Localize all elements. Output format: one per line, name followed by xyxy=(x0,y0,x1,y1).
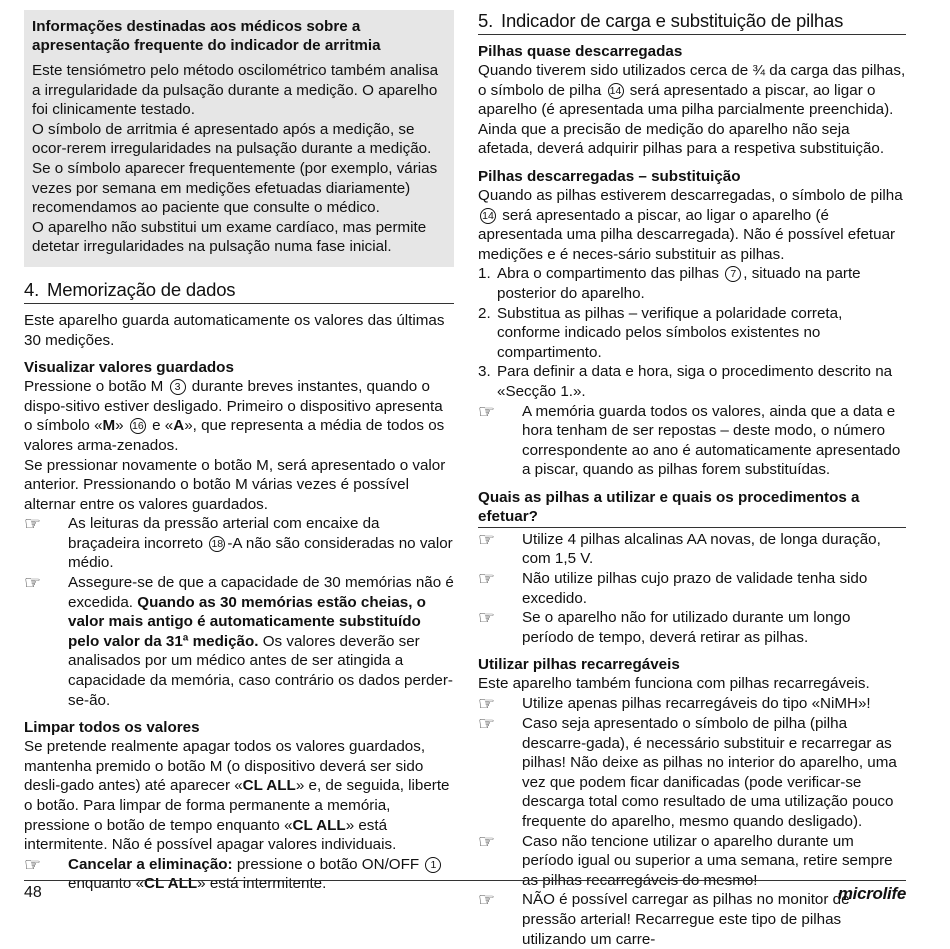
section-4-title xyxy=(24,279,454,304)
step-item: 2. Substitua as pilhas – verifique a polaridade correta, conforme indicado pelos símbolos existentes no compartimento. xyxy=(478,304,843,361)
info-box-paragraph: Este tensiómetro pelo método oscilométrico também analisa a irregularidade da pulsação durante a medição. O aparelho foi clinicamente testado. xyxy=(32,62,439,119)
ref-marker: 14 xyxy=(608,83,624,99)
pointing-hand-icon: ☞ xyxy=(478,714,496,736)
section-4-intro: Este aparelho guarda automaticamente os valores das últimas 30 medições. xyxy=(24,311,445,349)
note-item: ☞ Se o aparelho não for utilizado durante um longo período de tempo, deverá retirar as pilhas. xyxy=(478,608,851,646)
brand-logo: microlife xyxy=(837,884,906,903)
low-battery-heading: Pilhas quase descarregadas xyxy=(478,43,683,60)
ref-marker: 18 xyxy=(209,536,225,552)
clear-values-heading: Limpar todos os valores xyxy=(24,719,200,737)
section-number: 5. xyxy=(478,10,494,31)
ref-marker: 3 xyxy=(170,379,186,395)
clear-values-paragraph: Se pretende realmente apagar todos os valores guardados, mantenha premido o botão M (o dispositivo deverá ser sido desli-gado antes) até aparecer «CL ALL» e, de seguida, liberte o botão. Para limpar de forma permanente a memória, pressione o botão de tempo enquanto «CL ALL» está intermitente. Não é possível apagar valores individuais. xyxy=(24,738,450,854)
pointing-hand-icon: ☞ xyxy=(478,890,496,912)
section-number: 4. xyxy=(24,278,40,300)
section-title-text: Memorização de dados xyxy=(47,278,236,300)
section-title-text: Indicador de carga e substituição de pilhas xyxy=(501,10,844,31)
note-item: ☞ Assegure-se de que a capacidade de 30 memórias não é excedida. Quando as 30 memórias estão cheias, o valor mais antigo é automaticamente substituído pelo valor da 31ª medição. Os valores deverão ser analisados por um médico antes de ser atingida a capacidade da memória, caso contrário os dados perder-se-ão. xyxy=(24,573,454,709)
ref-marker: 14 xyxy=(480,208,496,224)
note-item: ☞ Caso não tencione utilizar o aparelho durante um período igual ou superior a uma semana, retire sempre as pilhas recarregáveis do mesmo! xyxy=(478,831,893,889)
ref-marker: 1 xyxy=(425,857,441,873)
note-item: ☞ Caso seja apresentado o símbolo de pilha (pilha descarre-gada), é necessário substituir e recarregar as pilhas! Não deixe as pilhas no interior do aparelho, uma vez que podem ficar danificadas (pode verificar-se descarga total como resultado de uma utilização pouco frequente do aparelho, mesmo quando desligado). xyxy=(478,714,897,830)
which-batteries-heading: Quais as pilhas a utilizar e quais os procedimentos a efetuar? xyxy=(478,488,906,528)
left-column xyxy=(24,10,454,894)
flat-battery-heading: Pilhas descarregadas – substituição xyxy=(478,167,741,185)
note-item: ☞ A memória guarda todos os valores, ainda que a data e hora tenham de ser repostas – deste modo, o número correspondente ao ano é automaticamente apresentado a piscar, quando as pilhas forem substituídas. xyxy=(478,401,901,479)
low-battery-paragraph: Quando tiverem sido utilizados cerca de ¾ da carga das pilhas, o símbolo de pilha 14 será apresentado a piscar, ao ligar o aparelho (é apresentada uma pilha parcialmente preenchida). Ainda que a precisão de medição do aparelho não seja afetada, deverá adquirir pilhas para a respetiva substituição. xyxy=(478,62,906,158)
section-5-title xyxy=(478,10,906,35)
note-item: ☞ Não utilize pilhas cujo prazo de validade tenha sido excedido. xyxy=(478,569,868,607)
note-item: ☞ Utilize 4 pilhas alcalinas AA novas, de longa duração, com 1,5 V. xyxy=(478,529,881,568)
ref-marker: 7 xyxy=(725,266,741,282)
info-box-paragraph: O símbolo de arritmia é apresentado após a medição, se ocor-rerem irregularidades na pulsação durante a medição. Se o símbolo aparecer frequentemente (por exemplo, várias vezes por semana em medições efetuadas diariamente) recomendamos ao paciente que consulte o médico. xyxy=(32,120,438,217)
pointing-hand-icon: ☞ xyxy=(24,854,42,876)
flat-battery-paragraph: Quando as pilhas estiverem descarregadas, o símbolo de pilha 14 será apresentado a piscar, ao ligar o aparelho (é apresentada uma pilha descarregada). Não é possível efetuar medições e é neces-sário substituir as pilhas. xyxy=(478,186,903,263)
rechargeable-intro: Este aparelho também funciona com pilhas recarregáveis. xyxy=(478,675,870,693)
view-values-paragraph: Se pressionar novamente o botão M, será apresentado o valor anterior. Pressionando o botão M várias vezes é possível alternar entre os valores guardados. xyxy=(24,456,446,513)
rechargeable-heading: Utilizar pilhas recarregáveis xyxy=(478,656,680,674)
physician-info-box xyxy=(24,10,454,267)
right-column xyxy=(478,10,906,949)
step-item: 3. Para definir a data e hora, siga o procedimento descrito na «Secção 1.». xyxy=(478,363,893,400)
pointing-hand-icon: ☞ xyxy=(478,831,496,853)
ref-marker: 16 xyxy=(130,418,146,434)
pointing-hand-icon: ☞ xyxy=(24,573,42,595)
pointing-hand-icon: ☞ xyxy=(478,529,496,551)
view-values-paragraph: Pressione o botão M 3 durante breves instantes, quando o dispo-sitivo estiver desligado. Primeiro o dispositivo apresenta o símbolo «M» 16 e «A», que representa a média de todos os valores arma-zenados. xyxy=(24,378,445,454)
note-item: ☞ Utilize apenas pilhas recarregáveis do tipo «NiMH»! xyxy=(478,694,871,716)
note-item: ☞ Cancelar a eliminação: pressione o botão ON/OFF 1 enquanto «CL ALL» está intermitente. xyxy=(24,855,454,894)
info-box-heading: Informações destinadas aos médicos sobre a apresentação frequente do indicador de arritmia xyxy=(32,18,381,54)
pointing-hand-icon: ☞ xyxy=(478,401,496,423)
pointing-hand-icon: ☞ xyxy=(478,608,496,630)
view-values-heading: Visualizar valores guardados xyxy=(24,359,234,377)
footer-rule xyxy=(24,880,906,881)
step-item: 1. Abra o compartimento das pilhas 7 , situado na parte posterior do aparelho. xyxy=(478,265,861,302)
page-number: 48 xyxy=(24,884,42,901)
note-item: ☞ As leituras da pressão arterial com encaixe da braçadeira incorreto 18 -A não são consideradas no valor médio. xyxy=(24,514,453,572)
note-item: ☞ NÃO é possível carregar as pilhas no monitor de pressão arterial! Recarregue este tipo de pilhas utilizando um carre- xyxy=(478,890,850,948)
pointing-hand-icon: ☞ xyxy=(478,694,496,716)
info-box-paragraph: O aparelho não substitui um exame cardíaco, mas permite detetar irregularidades na pulsação numa fase inicial. xyxy=(32,218,427,256)
pointing-hand-icon: ☞ xyxy=(24,514,42,536)
pointing-hand-icon: ☞ xyxy=(478,569,496,591)
